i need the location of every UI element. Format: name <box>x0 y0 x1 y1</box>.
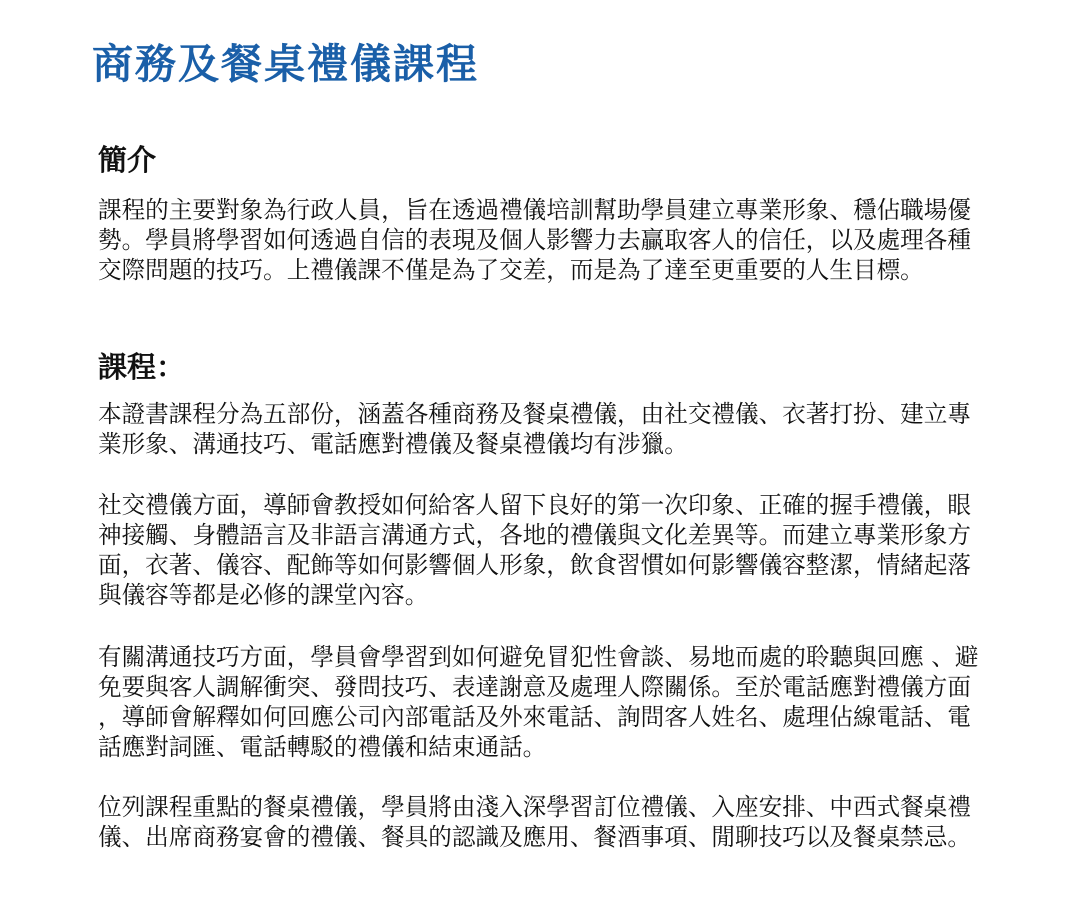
paragraph-line: 本證書課程分為五部份，涵蓋各種商務及餐桌禮儀，由社交禮儀、衣著打扮、建立專 <box>98 400 971 428</box>
paragraph-line: 社交禮儀方面，導師會教授如何給客人留下良好的第一次印象、正確的握手禮儀，眼 <box>98 491 971 519</box>
paragraph-line: 交際問題的技巧。上禮儀課不僅是為了交差，而是為了達至更重要的人生目標。 <box>98 256 924 284</box>
intro-paragraph <box>98 195 1038 285</box>
paragraph-line: 面，衣著、儀容、配飾等如何影響個人形象，飲食習慣如何影響儀容整潔，情緒起落 <box>98 551 971 579</box>
paragraph-line: 儀、出席商務宴會的禮儀、餐具的認識及應用、餐酒事項、閒聊技巧以及餐桌禁忌。 <box>98 823 971 851</box>
paragraph-line: 話應對詞匯、電話轉駁的禮儀和結束通話。 <box>98 733 547 761</box>
paragraph-line: 勢。學員將學習如何透過自信的表現及個人影響力去贏取客人的信任，以及處理各種 <box>98 226 971 254</box>
paragraph-line: 位列課程重點的餐桌禮儀，學員將由淺入深學習訂位禮儀、入座安排、中西式餐桌禮 <box>98 793 971 821</box>
intro-heading: 簡介 <box>98 143 157 177</box>
paragraph-line: 業形象、溝通技巧、電話應對禮儀及餐桌禮儀均有涉獵。 <box>98 430 688 458</box>
paragraph-line: 與儀容等都是必修的課堂內容。 <box>98 581 429 609</box>
course-paragraph-communication <box>98 642 1038 762</box>
paragraph-line: 課程的主要對象為行政人員，旨在透過禮儀培訓幫助學員建立專業形象、穩佔職場優 <box>98 196 971 224</box>
paragraph-line: 神接觸、身體語言及非語言溝通方式，各地的禮儀與文化差異等。而建立專業形象方 <box>98 521 971 549</box>
paragraph-line: 免要與客人調解衝突、發問技巧、表達謝意及處理人際關係。至於電話應對禮儀方面 <box>98 673 971 701</box>
course-paragraph-social-etiquette <box>98 490 1038 610</box>
page-title: 商務及餐桌禮儀課程 <box>92 40 479 88</box>
paragraph-line: ，導師會解釋如何回應公司內部電話及外來電話、詢問客人姓名、處理佔線電話、電 <box>98 703 971 731</box>
course-heading: 課程： <box>98 350 186 384</box>
paragraph-line: 有關溝通技巧方面，學員會學習到如何避免冒犯性會談、易地而處的聆聽與回應 、避 <box>98 643 979 671</box>
course-paragraph-dining-etiquette <box>98 792 1038 852</box>
course-paragraph-overview <box>98 399 1038 459</box>
